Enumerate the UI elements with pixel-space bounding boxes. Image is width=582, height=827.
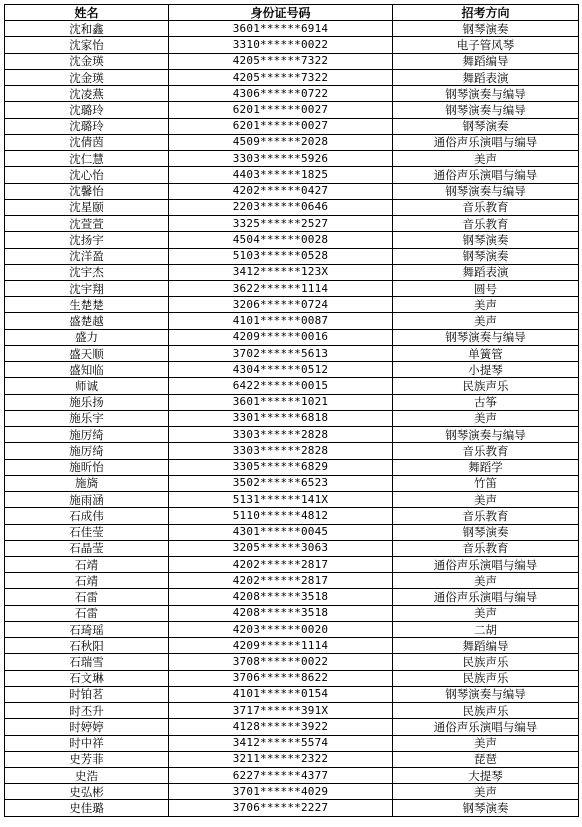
- table-row: [5, 751, 579, 767]
- major-cell: 二胡: [393, 621, 579, 637]
- id-number-cell: 4209******1114: [169, 638, 393, 654]
- major-cell: 美声: [393, 492, 579, 508]
- id-number-cell: 4205******7322: [169, 53, 393, 69]
- id-number-cell: 3706******8622: [169, 670, 393, 686]
- table-row: [5, 556, 579, 572]
- id-number-column-header: 身份证号码: [169, 5, 393, 21]
- id-number-cell: 3206******0724: [169, 297, 393, 313]
- table-row: [5, 248, 579, 264]
- id-number-cell: 4403******1825: [169, 167, 393, 183]
- table-row: [5, 686, 579, 702]
- id-number-cell: 3301******6818: [169, 410, 393, 426]
- table-row: [5, 605, 579, 621]
- id-number-cell: 3412******5574: [169, 735, 393, 751]
- id-number-cell: 3601******6914: [169, 21, 393, 37]
- major-cell: 舞蹈编导: [393, 638, 579, 654]
- table-row: [5, 297, 579, 313]
- id-number-cell: 3412******123X: [169, 264, 393, 280]
- table-row: [5, 134, 579, 150]
- table-row: [5, 394, 579, 410]
- table-row: [5, 410, 579, 426]
- id-number-cell: 6227******4377: [169, 768, 393, 784]
- major-cell: 钢琴演奏: [393, 800, 579, 816]
- id-number-cell: 3502******6523: [169, 475, 393, 491]
- table-row: [5, 540, 579, 556]
- major-cell: 钢琴演奏与编导: [393, 102, 579, 118]
- name-cell: 石雷: [5, 605, 169, 621]
- name-cell: 盛知临: [5, 362, 169, 378]
- table-row: [5, 86, 579, 102]
- id-number-cell: 6422******0015: [169, 378, 393, 394]
- major-cell: 通俗声乐演唱与编导: [393, 589, 579, 605]
- major-cell: 民族声乐: [393, 654, 579, 670]
- name-cell: 沈馨怡: [5, 183, 169, 199]
- id-number-cell: 3717******391X: [169, 703, 393, 719]
- name-cell: 生楚楚: [5, 297, 169, 313]
- name-cell: 师诚: [5, 378, 169, 394]
- name-cell: 沈仁慧: [5, 151, 169, 167]
- name-cell: 石靖: [5, 573, 169, 589]
- id-number-cell: 4203******0020: [169, 621, 393, 637]
- table-row: [5, 508, 579, 524]
- table-row: [5, 670, 579, 686]
- major-cell: 音乐教育: [393, 216, 579, 232]
- id-number-cell: 3303******5926: [169, 151, 393, 167]
- table-row: [5, 183, 579, 199]
- major-cell: 琵琶: [393, 751, 579, 767]
- table-row: [5, 102, 579, 118]
- table-row: [5, 345, 579, 361]
- major-cell: 电子管风琴: [393, 37, 579, 53]
- applicant-table: [4, 4, 579, 817]
- table-row: [5, 280, 579, 296]
- name-cell: 史弘彬: [5, 784, 169, 800]
- major-cell: 音乐教育: [393, 540, 579, 556]
- table-row: [5, 427, 579, 443]
- name-cell: 沈萱萱: [5, 216, 169, 232]
- major-cell: 舞蹈编导: [393, 53, 579, 69]
- name-cell: 石晶莹: [5, 540, 169, 556]
- name-cell: 史浩: [5, 768, 169, 784]
- major-cell: 钢琴演奏: [393, 118, 579, 134]
- major-cell: 美声: [393, 297, 579, 313]
- name-cell: 石雷: [5, 589, 169, 605]
- id-number-cell: 3706******2227: [169, 800, 393, 816]
- id-number-cell: 4504******0028: [169, 232, 393, 248]
- id-number-cell: 3205******3063: [169, 540, 393, 556]
- id-number-cell: 5131******141X: [169, 492, 393, 508]
- name-cell: 施厉绮: [5, 427, 169, 443]
- id-number-cell: 4304******0512: [169, 362, 393, 378]
- major-cell: 美声: [393, 784, 579, 800]
- major-cell: 美声: [393, 573, 579, 589]
- major-cell: 钢琴演奏与编导: [393, 183, 579, 199]
- table-row: [5, 573, 579, 589]
- table-row: [5, 118, 579, 134]
- id-number-cell: 3708******0022: [169, 654, 393, 670]
- table-row: [5, 621, 579, 637]
- name-cell: 施厉绮: [5, 443, 169, 459]
- major-cell: 通俗声乐演唱与编导: [393, 719, 579, 735]
- name-column-header: 姓名: [5, 5, 169, 21]
- major-cell: 钢琴演奏: [393, 524, 579, 540]
- name-cell: 时中祥: [5, 735, 169, 751]
- table-row: [5, 638, 579, 654]
- major-cell: 钢琴演奏: [393, 232, 579, 248]
- id-number-cell: 4306******0722: [169, 86, 393, 102]
- name-cell: 石瑞雪: [5, 654, 169, 670]
- name-cell: 沈宇杰: [5, 264, 169, 280]
- id-number-cell: 3622******1114: [169, 280, 393, 296]
- table-row: [5, 524, 579, 540]
- table-row: [5, 475, 579, 491]
- major-cell: 圆号: [393, 280, 579, 296]
- major-cell: 民族声乐: [393, 378, 579, 394]
- major-cell: 通俗声乐演唱与编导: [393, 167, 579, 183]
- table-row: [5, 378, 579, 394]
- name-cell: 沈扬宇: [5, 232, 169, 248]
- name-cell: 石靖: [5, 556, 169, 572]
- major-cell: 舞蹈学: [393, 459, 579, 475]
- name-cell: 盛天顺: [5, 345, 169, 361]
- id-number-cell: 4509******2028: [169, 134, 393, 150]
- table-row: [5, 492, 579, 508]
- id-number-cell: 4202******2817: [169, 556, 393, 572]
- id-number-cell: 2203******0646: [169, 199, 393, 215]
- id-number-cell: 3601******1021: [169, 394, 393, 410]
- name-cell: 沈凌燕: [5, 86, 169, 102]
- major-cell: 音乐教育: [393, 508, 579, 524]
- major-cell: 舞蹈表演: [393, 264, 579, 280]
- table-row: [5, 719, 579, 735]
- name-cell: 石秋阳: [5, 638, 169, 654]
- id-number-cell: 4205******7322: [169, 69, 393, 85]
- table-row: [5, 216, 579, 232]
- table-row: [5, 768, 579, 784]
- name-cell: 沈宇翔: [5, 280, 169, 296]
- id-number-cell: 4101******0154: [169, 686, 393, 702]
- table-header: [5, 5, 579, 21]
- major-cell: 美声: [393, 313, 579, 329]
- major-cell: 小提琴: [393, 362, 579, 378]
- name-cell: 沈金瑛: [5, 69, 169, 85]
- major-cell: 民族声乐: [393, 703, 579, 719]
- major-cell: 民族声乐: [393, 670, 579, 686]
- table-row: [5, 589, 579, 605]
- major-cell: 美声: [393, 735, 579, 751]
- major-cell: 单簧管: [393, 345, 579, 361]
- name-cell: 盛楚越: [5, 313, 169, 329]
- name-cell: 时婷婷: [5, 719, 169, 735]
- name-cell: 沈星颐: [5, 199, 169, 215]
- table-row: [5, 784, 579, 800]
- id-number-cell: 6201******0027: [169, 118, 393, 134]
- name-cell: 时丕升: [5, 703, 169, 719]
- major-cell: 美声: [393, 410, 579, 426]
- major-cell: 钢琴演奏与编导: [393, 329, 579, 345]
- major-cell: 钢琴演奏: [393, 21, 579, 37]
- major-cell: 钢琴演奏与编导: [393, 686, 579, 702]
- id-number-cell: 3305******6829: [169, 459, 393, 475]
- table-row: [5, 313, 579, 329]
- major-cell: 大提琴: [393, 768, 579, 784]
- table-row: [5, 329, 579, 345]
- id-number-cell: 4101******0087: [169, 313, 393, 329]
- major-cell: 通俗声乐演唱与编导: [393, 134, 579, 150]
- id-number-cell: 6201******0027: [169, 102, 393, 118]
- table-row: [5, 232, 579, 248]
- id-number-cell: 5103******0528: [169, 248, 393, 264]
- name-cell: 施雨涵: [5, 492, 169, 508]
- header-row: [5, 5, 579, 21]
- name-cell: 施乐扬: [5, 394, 169, 410]
- id-number-cell: 3702******5613: [169, 345, 393, 361]
- major-cell: 竹笛: [393, 475, 579, 491]
- major-cell: 音乐教育: [393, 443, 579, 459]
- name-cell: 施昕怡: [5, 459, 169, 475]
- major-cell: 舞蹈表演: [393, 69, 579, 85]
- name-cell: 沈和鑫: [5, 21, 169, 37]
- name-cell: 施乐宇: [5, 410, 169, 426]
- id-number-cell: 3310******0022: [169, 37, 393, 53]
- table-row: [5, 53, 579, 69]
- major-cell: 钢琴演奏: [393, 248, 579, 264]
- id-number-cell: 4208******3518: [169, 605, 393, 621]
- id-number-cell: 4209******0016: [169, 329, 393, 345]
- table-row: [5, 167, 579, 183]
- table-row: [5, 264, 579, 280]
- table-row: [5, 21, 579, 37]
- major-cell: 钢琴演奏与编导: [393, 86, 579, 102]
- table-row: [5, 199, 579, 215]
- table-body: [5, 21, 579, 816]
- table-row: [5, 443, 579, 459]
- major-cell: 通俗声乐演唱与编导: [393, 556, 579, 572]
- id-number-cell: 4128******3922: [169, 719, 393, 735]
- name-cell: 史芳菲: [5, 751, 169, 767]
- major-column-header: 招考方向: [393, 5, 579, 21]
- name-cell: 时铂茗: [5, 686, 169, 702]
- name-cell: 沈心怡: [5, 167, 169, 183]
- name-cell: 石成伟: [5, 508, 169, 524]
- id-number-cell: 4202******2817: [169, 573, 393, 589]
- id-number-cell: 4208******3518: [169, 589, 393, 605]
- name-cell: 沈璐玲: [5, 118, 169, 134]
- id-number-cell: 3325******2527: [169, 216, 393, 232]
- table-row: [5, 37, 579, 53]
- table-row: [5, 735, 579, 751]
- table-row: [5, 703, 579, 719]
- id-number-cell: 3303******2828: [169, 443, 393, 459]
- table-row: [5, 69, 579, 85]
- name-cell: 沈洋盈: [5, 248, 169, 264]
- major-cell: 美声: [393, 151, 579, 167]
- table-row: [5, 151, 579, 167]
- name-cell: 盛力: [5, 329, 169, 345]
- name-cell: 沈金瑛: [5, 53, 169, 69]
- name-cell: 石琦瑶: [5, 621, 169, 637]
- major-cell: 古筝: [393, 394, 579, 410]
- major-cell: 美声: [393, 605, 579, 621]
- id-number-cell: 5110******4812: [169, 508, 393, 524]
- id-number-cell: 4202******0427: [169, 183, 393, 199]
- table-row: [5, 362, 579, 378]
- id-number-cell: 3701******4029: [169, 784, 393, 800]
- major-cell: 钢琴演奏与编导: [393, 427, 579, 443]
- table-row: [5, 459, 579, 475]
- name-cell: 施旖: [5, 475, 169, 491]
- id-number-cell: 4301******0045: [169, 524, 393, 540]
- table-row: [5, 800, 579, 816]
- name-cell: 史佳璐: [5, 800, 169, 816]
- major-cell: 音乐教育: [393, 199, 579, 215]
- table-row: [5, 654, 579, 670]
- name-cell: 沈璐玲: [5, 102, 169, 118]
- name-cell: 石文琳: [5, 670, 169, 686]
- name-cell: 石佳莹: [5, 524, 169, 540]
- id-number-cell: 3211******2322: [169, 751, 393, 767]
- name-cell: 沈倩茵: [5, 134, 169, 150]
- name-cell: 沈家怡: [5, 37, 169, 53]
- id-number-cell: 3303******2828: [169, 427, 393, 443]
